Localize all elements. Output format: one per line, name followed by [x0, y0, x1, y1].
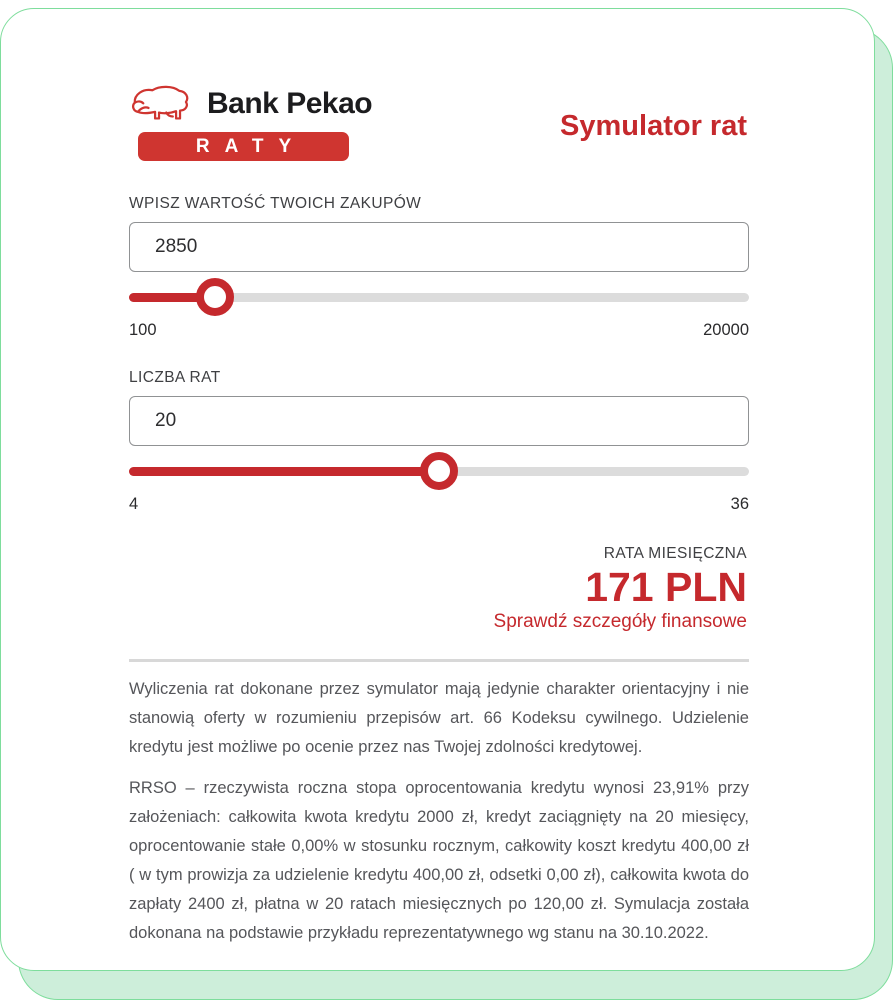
installments-slider-handle[interactable]	[420, 452, 458, 490]
bank-pekao-raty-logo	[129, 83, 373, 161]
raty-banner	[138, 132, 349, 161]
purchase-value-label: WPISZ WARTOŚĆ TWOICH ZAKUPÓW	[129, 195, 422, 212]
financial-details-link[interactable]: Sprawdź szczegóły finansowe	[493, 611, 747, 632]
purchase-slider-handle[interactable]	[196, 278, 234, 316]
installments-slider-fill	[129, 467, 439, 476]
installments-min-label: 4	[129, 495, 139, 513]
installments-max-label: 36	[730, 495, 749, 513]
purchase-slider-track[interactable]	[129, 293, 749, 302]
disclaimer-paragraph-1: Wyliczenia rat dokonane przez symulator mają jedynie charakter orientacyjny i nie stanowią oferty w rozumieniu przepisów art. 66 Kodeksu cywilnego. Udzielenie kredytu jest możliwe po ocenie przez nas Twojej zdolności kredytowej.	[129, 680, 749, 756]
purchase-minmax-row	[129, 319, 749, 341]
purchase-min-label: 100	[129, 321, 157, 339]
page-title: Symulator rat	[560, 110, 747, 142]
result-block	[129, 545, 747, 633]
purchase-slider[interactable]	[129, 277, 749, 317]
purchase-max-label: 20000	[703, 321, 749, 339]
simulator-card	[0, 8, 875, 971]
disclaimer-paragraph-2: RRSO – rzeczywista roczna stopa oprocentowania kredytu wynosi 23,91% przy założeniach: całkowita kwota kredytu 2000 zł, kredyt zaciągnięty na 20 miesięcy, oprocentowanie stałe 0,00% w stosunku rocznym, całkowity koszt kredytu 400,00 zł ( w tym prowizja za udzielenie kredytu 400,00 zł, odsetki 0,00 zł), całkowita kwota do zapłaty 2400 zł, płatna w 20 ratach miesięcznych po 120,00 zł. Symulacja została dokonana na podstawie przykładu reprezentatywnego wg stanu na 30.10.2022.	[129, 779, 749, 942]
installments-label: LICZBA RAT	[129, 369, 221, 386]
header-row	[129, 83, 747, 161]
monthly-installment-label: RATA MIESIĘCZNA	[603, 545, 747, 562]
installments-slider-track[interactable]	[129, 467, 749, 476]
installments-slider[interactable]	[129, 451, 749, 491]
purchase-value-input[interactable]	[129, 222, 749, 272]
raty-banner-label: RATY	[195, 136, 307, 157]
bank-name: Bank Pekao	[207, 87, 373, 120]
bison-icon	[129, 83, 193, 125]
monthly-installment-amount: 171 PLN	[585, 564, 747, 610]
logo-top	[129, 83, 373, 125]
divider	[129, 659, 749, 662]
installments-input[interactable]	[129, 396, 749, 446]
installments-minmax-row	[129, 493, 749, 515]
